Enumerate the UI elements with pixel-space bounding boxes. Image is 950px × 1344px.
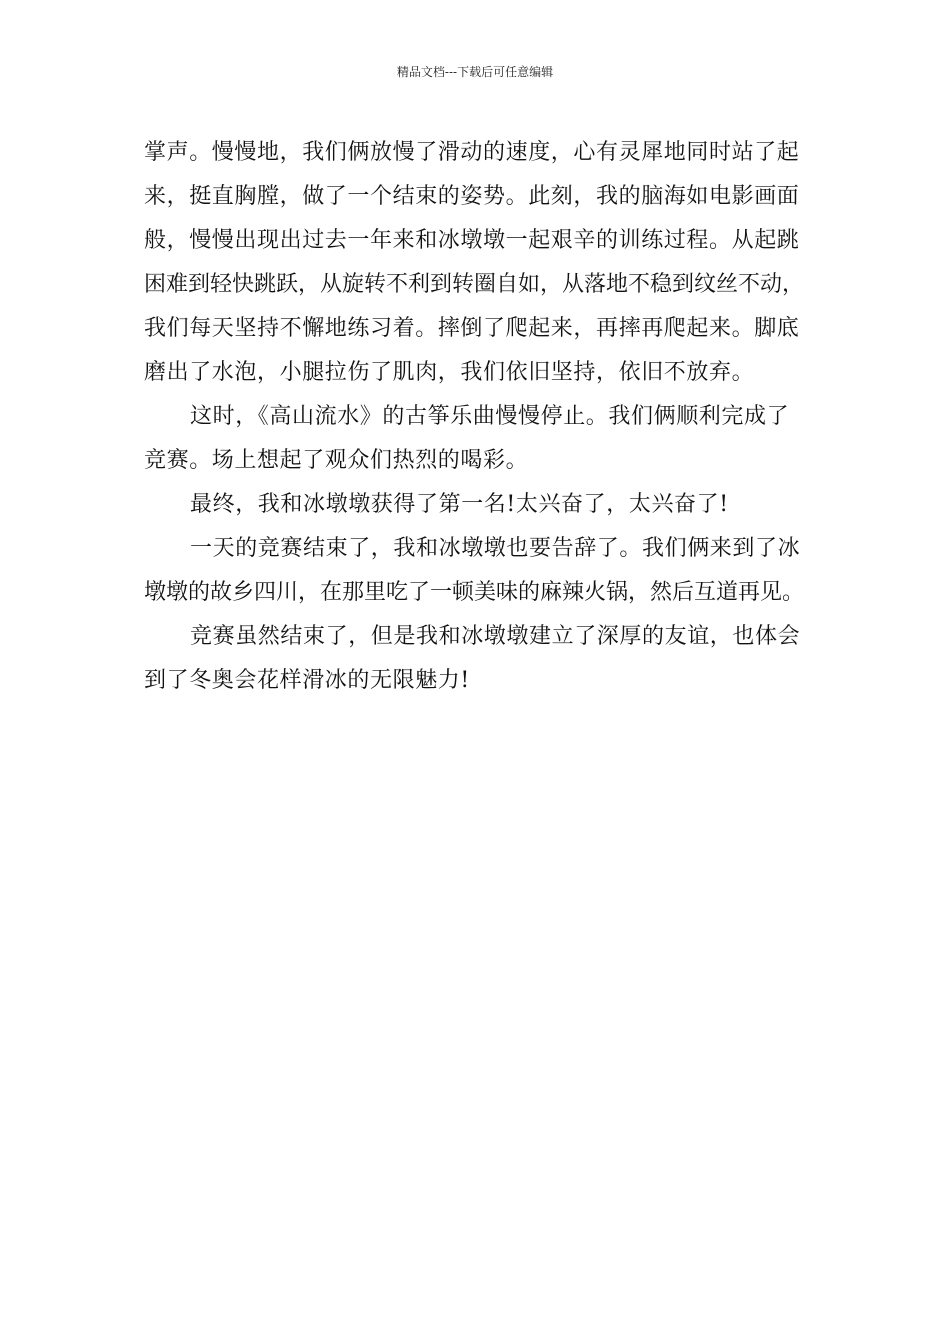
text-line: 般，慢慢出现出过去一年来和冰墩墩一起艰辛的训练过程。从起跳 <box>144 228 800 253</box>
text-line: 到了冬奥会花样滑冰的无限魅力! <box>144 668 470 693</box>
text-line: 这时，《高山流水》的古筝乐曲慢慢停止。我们俩顺利完成了 <box>190 404 790 429</box>
text-line: 我们每天坚持不懈地练习着。摔倒了爬起来，再摔再爬起来。脚底 <box>144 316 800 341</box>
page-header: 精品文档---下载后可任意编辑 <box>396 65 554 79</box>
paragraph-3 <box>144 483 844 527</box>
text-line: 磨出了水泡，小腿拉伤了肌肉，我们依旧坚持，依旧不放弃。 <box>144 360 755 385</box>
paragraph-4 <box>144 527 844 615</box>
text-line: 掌声。慢慢地，我们俩放慢了滑动的速度，心有灵犀地同时站了起 <box>144 140 800 165</box>
paragraph-1 <box>144 131 844 395</box>
text-line: 最终，我和冰墩墩获得了第一名!太兴奋了，太兴奋了! <box>190 492 729 517</box>
paragraph-2 <box>144 395 844 483</box>
text-line: 竞赛。场上想起了观众们热烈的喝彩。 <box>144 448 529 473</box>
text-line: 困难到轻快跳跃，从旋转不利到转圈自如，从落地不稳到纹丝不动， <box>144 272 805 297</box>
text-line: 墩墩的故乡四川，在那里吃了一顿美味的麻辣火锅，然后互道再见。 <box>144 580 805 605</box>
text-line: 竞赛虽然结束了，但是我和冰墩墩建立了深厚的友谊，也体会 <box>190 624 801 649</box>
text-line: 一天的竞赛结束了，我和冰墩墩也要告辞了。我们俩来到了冰 <box>190 536 801 561</box>
paragraph-5 <box>144 615 844 703</box>
essay-body <box>144 131 844 703</box>
text-line: 来，挺直胸膛，做了一个结束的姿势。此刻，我的脑海如电影画面 <box>144 184 800 209</box>
